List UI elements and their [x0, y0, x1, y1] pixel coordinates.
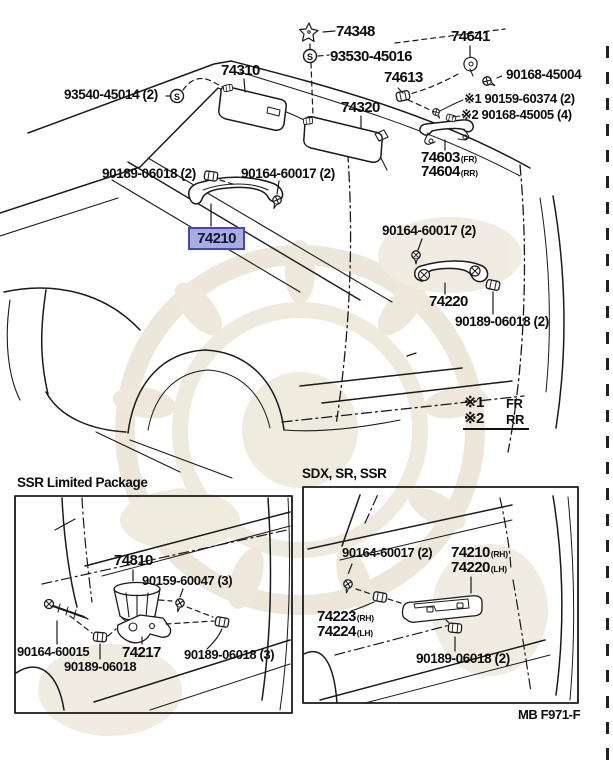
- visor-74310-art: [219, 87, 286, 131]
- visor-74320-art: [304, 117, 388, 170]
- position-suffix: (LH): [356, 628, 373, 638]
- position-suffix: (FR): [460, 154, 477, 164]
- svg-text:S: S: [173, 92, 181, 102]
- clip-icon: [93, 632, 107, 642]
- part-label-90164-60017-door: 90164-60017 (2): [382, 223, 476, 238]
- part-label-74210-rh: [451, 545, 508, 560]
- screw-icon: [174, 598, 186, 613]
- part-label-74220-lh: [451, 560, 507, 575]
- part-label-74224-lh: [317, 624, 373, 639]
- part-label-74613: 74613: [384, 69, 423, 86]
- clip-icon: [223, 84, 233, 92]
- fiche-code: MB F971-F: [518, 707, 581, 722]
- part-number: 74220: [451, 559, 490, 576]
- part-label-74320: 74320: [341, 99, 380, 116]
- part-label-93540-45014: 93540-45014 (2): [64, 87, 158, 102]
- legend-mark-1: ※1: [464, 394, 484, 411]
- part-label-90168-45004: 90168-45004: [506, 67, 582, 82]
- clip-icon: [303, 117, 313, 125]
- position-suffix: (RH): [490, 549, 508, 559]
- legend-value-fr: FR: [506, 396, 523, 411]
- part-number: 74210: [451, 544, 490, 561]
- inset-left-title: SSR Limited Package: [17, 475, 148, 490]
- part-label-74210-highlighted[interactable]: 74210: [188, 227, 245, 250]
- part-number: 74224: [317, 623, 356, 640]
- star-clip-icon: [300, 23, 319, 42]
- part-label-74220: 74220: [429, 293, 468, 310]
- screw-icon: [481, 75, 497, 89]
- part-label-74641: 74641: [451, 28, 490, 45]
- part-label-90159-60374: ※1 90159-60374 (2): [464, 91, 575, 106]
- legend-value-rr: RR: [506, 412, 524, 427]
- part-label-90164-60015: 90164-60015: [17, 644, 90, 659]
- clip-icon: [215, 616, 229, 627]
- s-circle-icon: [304, 50, 317, 63]
- long-screw-icon: [45, 600, 89, 620]
- grip-74210-art: [189, 177, 283, 204]
- part-label-74604: [421, 164, 478, 179]
- hook-icon: [464, 57, 477, 76]
- part-label-90189-06018-inset: 90189-06018 (2): [416, 651, 510, 666]
- part-label-90189-06018-door: 90189-06018 (2): [455, 314, 549, 329]
- part-label-90164-60017-roof: 90164-60017 (2): [241, 166, 335, 181]
- clip-icon: [448, 623, 462, 633]
- part-label-90189-06018-roof: 90189-06018 (2): [102, 166, 196, 181]
- position-suffix: (RR): [460, 168, 478, 178]
- legend-mark-2: ※2: [464, 410, 484, 427]
- clip-icon: [204, 171, 218, 182]
- part-label-74217: 74217: [122, 644, 161, 661]
- position-suffix: (LH): [490, 564, 507, 574]
- part-label-90189-06018-single: 90189-06018: [64, 659, 137, 674]
- screw-icon: [431, 107, 442, 120]
- inset-right-title: SDX, SR, SSR: [302, 466, 387, 481]
- part-number: 74223: [317, 608, 356, 625]
- part-number: 74604: [421, 163, 460, 180]
- part-label-74223-rh: [317, 609, 374, 624]
- clip-icon: [486, 279, 501, 291]
- part-label-90168-45005: ※2 90168-45005 (4): [461, 107, 572, 122]
- part-label-90159-60047: 90159-60047 (3): [142, 573, 233, 588]
- legend-underline: [463, 428, 529, 430]
- position-suffix: (RH): [356, 613, 374, 623]
- clip-icon: [373, 591, 387, 602]
- part-label-90164-60017-inset: 90164-60017 (2): [342, 545, 433, 560]
- part-label-74310: 74310: [221, 62, 260, 79]
- part-label-74348: 74348: [336, 23, 375, 40]
- grip-74603-art: [420, 120, 473, 144]
- part-number: 74603: [421, 149, 460, 166]
- s-circle-icon: [171, 90, 184, 103]
- part-label-90189-06018-x3: 90189-06018 (3): [184, 647, 275, 662]
- part-label-93530-45016: 93530-45016: [330, 48, 412, 65]
- part-label-74810: 74810: [114, 552, 153, 569]
- page-edge-dashes: [606, 46, 609, 760]
- svg-text:S: S: [306, 52, 314, 62]
